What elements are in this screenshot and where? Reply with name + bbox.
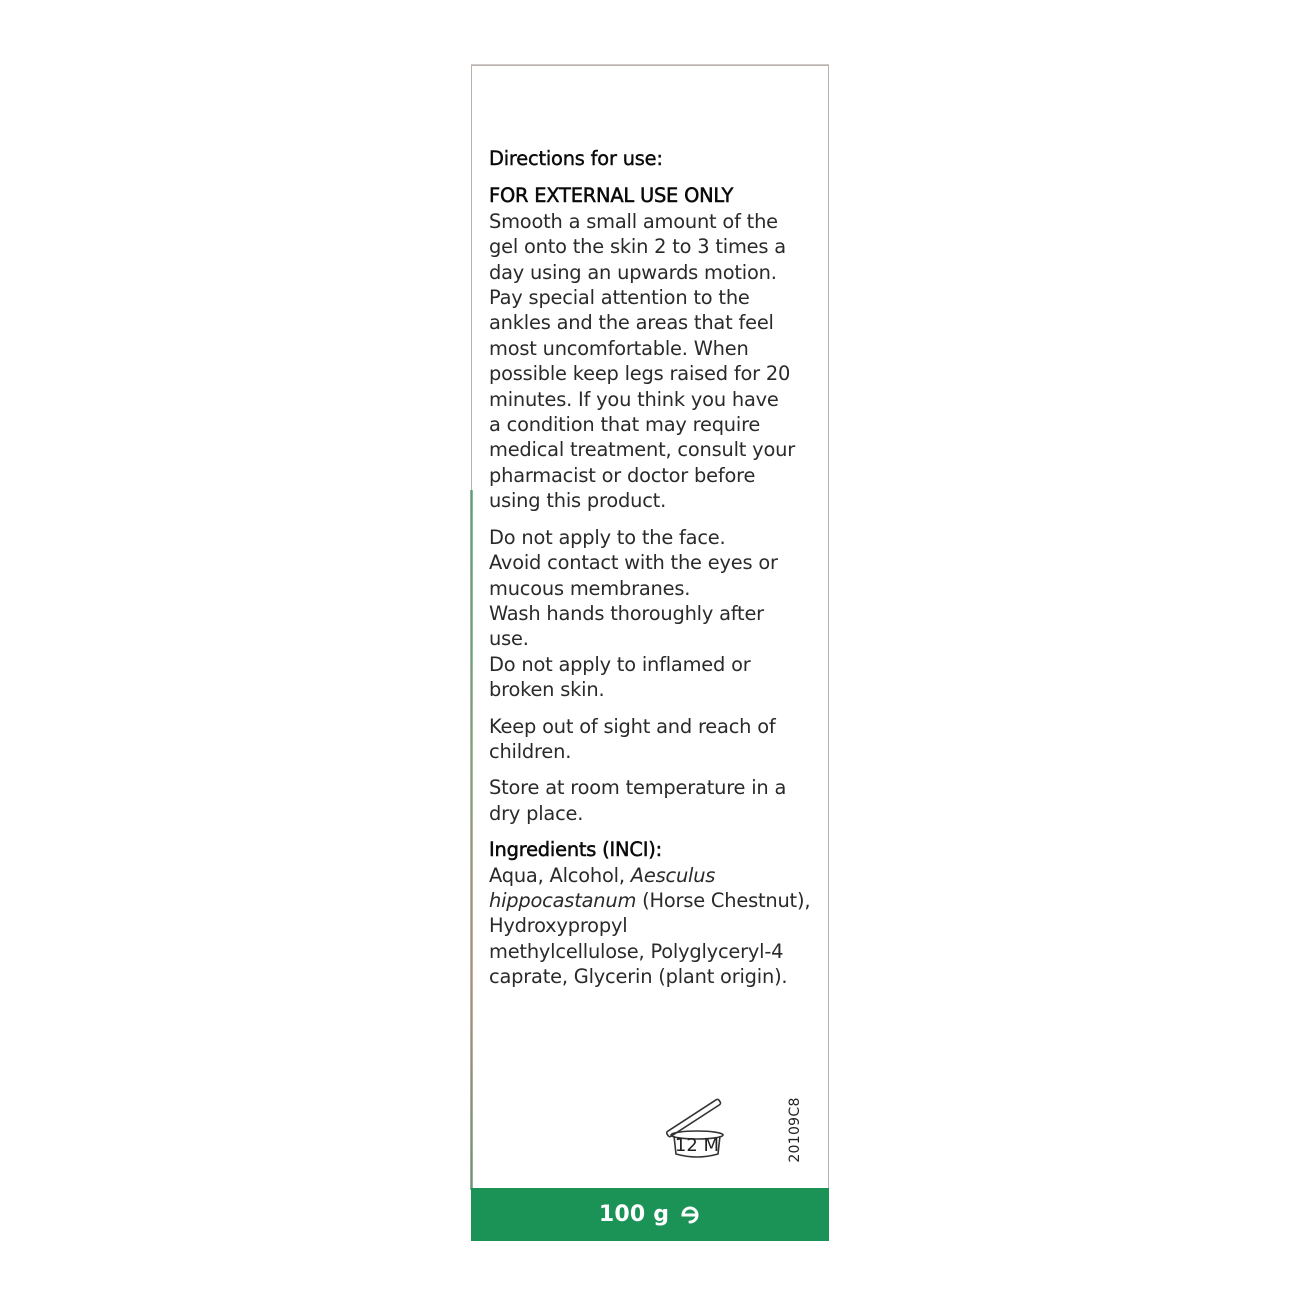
net-weight: 100 g xyxy=(598,1202,670,1227)
ingredients-latin: hippocastanum xyxy=(489,888,637,912)
directions-line: Pay special attention to the xyxy=(489,286,750,310)
directions-line: minutes. If you think you have xyxy=(489,387,779,411)
storage-line: Store at room temperature in a xyxy=(489,776,787,800)
directions-line: Smooth a small amount of the xyxy=(489,209,778,233)
directions-line: medical treatment, consult your xyxy=(489,438,795,462)
caution-line: broken skin. xyxy=(489,678,605,702)
directions-line: most uncomfortable. When xyxy=(489,336,749,360)
keep-out-line: children. xyxy=(489,739,572,763)
e-mark-icon xyxy=(679,1204,701,1226)
caution-line: Wash hands thoroughly after xyxy=(489,601,764,625)
storage-line: dry place. xyxy=(489,801,584,825)
directions-line: day using an upwards motion. xyxy=(489,260,777,284)
caution-line: use. xyxy=(489,627,529,651)
directions-line: possible keep legs raised for 20 xyxy=(489,362,791,386)
external-use-warning: FOR EXTERNAL USE ONLY xyxy=(489,184,734,208)
weight-band xyxy=(471,1188,829,1241)
directions-line: ankles and the areas that feel xyxy=(489,311,774,335)
cautions-block xyxy=(489,525,811,703)
caution-line: Avoid contact with the eyes or xyxy=(489,551,778,575)
caution-line: mucous membranes. xyxy=(489,576,691,600)
keep-out-line: Keep out of sight and reach of xyxy=(489,714,776,738)
ingredients-line xyxy=(489,888,811,913)
open-jar-icon xyxy=(666,1080,734,1160)
keep-out-block xyxy=(489,714,811,765)
directions-line: using this product. xyxy=(489,489,667,513)
storage-block xyxy=(489,775,811,826)
ingredients-line: caprate, Glycerin (plant origin). xyxy=(489,965,788,989)
directions-line: gel onto the skin 2 to 3 times a xyxy=(489,235,786,259)
batch-code-text: 20109C8 xyxy=(787,1097,803,1163)
ingredients-list xyxy=(489,863,811,990)
batch-code xyxy=(773,1097,817,1163)
package-text xyxy=(489,146,811,990)
package-side-edge xyxy=(470,490,473,1190)
directions-body xyxy=(489,209,811,514)
directions-line: a condition that may require xyxy=(489,413,761,437)
ingredients-text: (Horse Chestnut), xyxy=(636,888,811,912)
pao-label: 12 M xyxy=(674,1135,720,1156)
ingredients-text: Aqua, Alcohol, xyxy=(489,863,631,887)
directions-line: pharmacist or doctor before xyxy=(489,463,756,487)
directions-heading: Directions for use: xyxy=(489,147,663,170)
ingredients-heading: Ingredients (INCI): xyxy=(489,838,662,862)
ingredients-line xyxy=(489,863,811,888)
ingredients-line: Hydroxypropyl xyxy=(489,914,628,938)
ingredients-line: methylcellulose, Polyglyceryl-4 xyxy=(489,939,784,963)
caution-line: Do not apply to the face. xyxy=(489,525,726,549)
ingredients-latin: Aesculus xyxy=(630,863,716,887)
caution-line: Do not apply to inflamed or xyxy=(489,652,751,676)
